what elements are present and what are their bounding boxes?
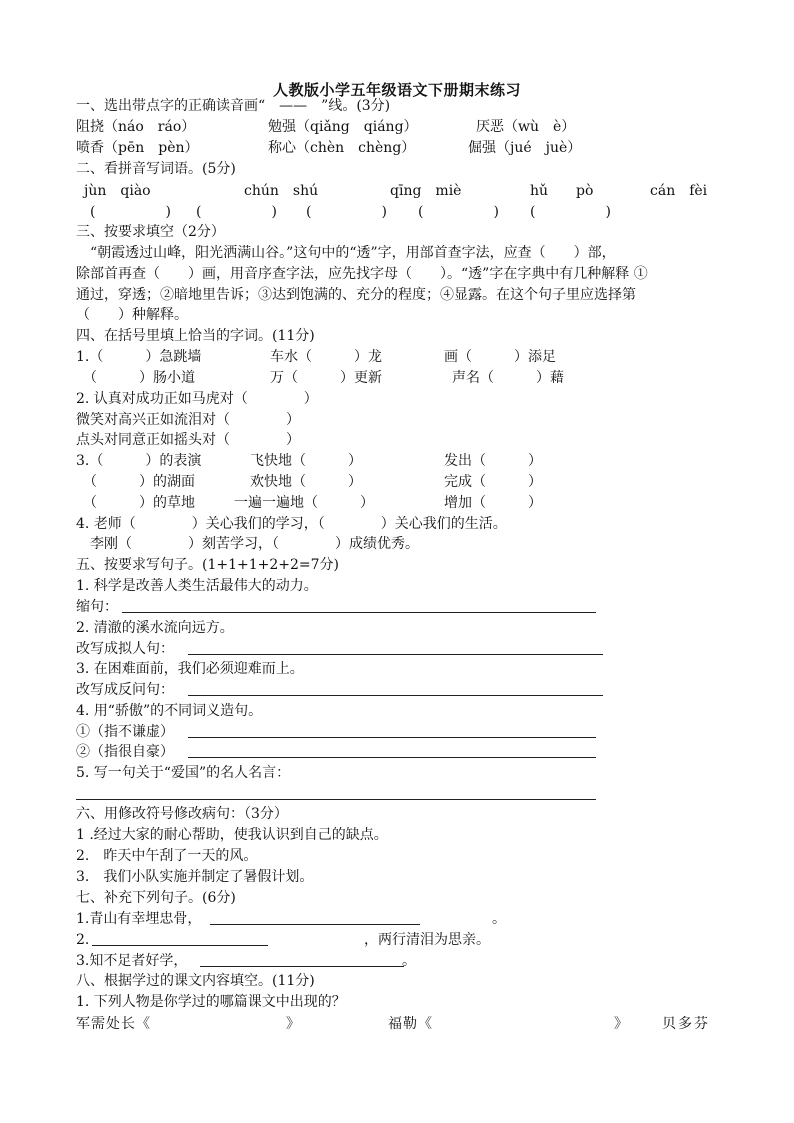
pinyin-word: jùn qiào	[84, 183, 151, 199]
idiom-item: 1.（ ）急跳墙	[76, 349, 202, 365]
pinyin-word: hǔ pò	[530, 183, 594, 199]
answer-bracket[interactable]: ( )	[418, 204, 499, 220]
poem-prompt: 3.知不足者好学，	[76, 953, 188, 969]
conjunction-line: 4. 老师（ ）关心我们的学习，（ ）关心我们的生活。	[76, 516, 507, 532]
poem-end: 。	[492, 911, 506, 927]
answer-line[interactable]	[188, 737, 596, 738]
question-text: 4. 用“骄傲”的不同词义造句。	[76, 703, 263, 719]
paragraph-line: 除部首再查（ ）画，用音序查字法，应先找字母（ ）。“透”字在字典中有几种解释 ①	[76, 266, 648, 282]
character-label: 军需处长《	[76, 1016, 151, 1032]
poem-end: 。	[402, 953, 416, 969]
idiom-item: （ ）肠小道	[76, 370, 195, 386]
question-text: 5. 写一句关于“爱国”的名人名言：	[76, 765, 291, 781]
pronunciation-item: 阻挠（náo ráo）	[76, 119, 196, 135]
question-text: 1. 科学是改善人类生活最伟大的动力。	[76, 578, 318, 594]
section-3-heading: 三、按要求填空（2分）	[76, 224, 225, 240]
answer-bracket[interactable]: ( )	[306, 204, 387, 220]
question-text: 1. 下列人物是你学过的哪篇课文中出现的？	[76, 994, 346, 1010]
phrase-item: 发出（ ）	[444, 453, 542, 469]
pronunciation-item: 倔强（jué juè）	[468, 140, 582, 156]
answer-label: 改写成反问句：	[76, 682, 174, 698]
answer-line[interactable]	[188, 757, 596, 758]
phrase-item: 一遍一遍地（ ）	[234, 495, 374, 511]
question-text: 3. 在困难面前，我们必须迎难而上。	[76, 661, 304, 677]
phrase-item: （ ）的草地	[76, 495, 195, 511]
section-8-heading: 八、根据学过的课文内容填空。(11分)	[76, 973, 315, 989]
poem-prompt: 1.青山有幸埋忠骨，	[76, 911, 202, 927]
question-text: 2. 清澈的溪水流向远方。	[76, 620, 234, 636]
section-5-heading: 五、按要求写句子。(1+1+1+2+2=7分)	[76, 557, 340, 573]
paragraph-line: （ ）种解释。	[76, 307, 188, 323]
sentence-item: 3. 我们小队实施并制定了暑假计划。	[76, 869, 314, 885]
answer-label: 缩句：	[76, 599, 118, 615]
answer-bracket[interactable]: ( )	[196, 204, 277, 220]
answer-label: 改写成拟人句：	[76, 641, 174, 657]
character-label: 》	[614, 1016, 628, 1032]
section-6-heading: 六、用修改符号修改病句：（3分）	[76, 806, 288, 822]
pronunciation-item: 厌恶（wù è）	[476, 119, 576, 135]
answer-line[interactable]	[188, 654, 603, 655]
sentence-item: 2. 昨天中午刮了一天的风。	[76, 848, 258, 864]
paragraph-line: 通过，穿透；②暗地里告诉；③达到饱满的、充分的程度；④显露。在这个句子里应选择第	[76, 287, 636, 303]
answer-bracket[interactable]: ( )	[530, 204, 611, 220]
character-label: 》	[286, 1016, 300, 1032]
poem-prompt: 2.	[76, 932, 90, 948]
idiom-item: 万（ ）更新	[270, 370, 382, 386]
character-label: 贝多芬	[662, 1016, 710, 1032]
conjunction-line: 李刚（ ）刻苦学习，（ ）成绩优秀。	[76, 536, 419, 552]
pronunciation-item: 勉强（qiǎng qiáng）	[268, 119, 418, 135]
phrase-item: 3.（ ）的表演	[76, 453, 202, 469]
answer-line[interactable]	[76, 799, 596, 800]
pronunciation-item: 喷香（pēn pèn）	[76, 140, 199, 156]
paragraph-line: “朝霞透过山峰，阳光洒满山谷。”这句中的“透”字，用部首查字法，应查（ ）部，	[76, 245, 616, 261]
analogy-line: 微笑对高兴正如流泪对（ ）	[76, 412, 300, 428]
answer-line[interactable]	[92, 945, 268, 946]
page-title: 人教版小学五年级语文下册期末练习	[272, 81, 521, 99]
phrase-item: 飞快地（ ）	[250, 453, 362, 469]
answer-bracket[interactable]: ( )	[90, 204, 171, 220]
poem-end: ，两行清泪为思亲。	[364, 932, 490, 948]
pinyin-word: cán fèi	[650, 183, 708, 199]
section-1-heading: 一、选出带点字的正确读音画“ —— ”线。(3分)	[76, 98, 391, 114]
pinyin-word: chún shú	[244, 183, 319, 199]
pinyin-word: qīng miè	[390, 183, 462, 199]
section-2-heading: 二、看拼音写词语。(5分)	[76, 161, 236, 177]
phrase-item: 完成（ ）	[444, 474, 542, 490]
character-label: 福勒《	[388, 1016, 433, 1032]
analogy-line: 2. 认真对成功正如马虎对（ ）	[76, 391, 318, 407]
phrase-item: （ ）的湖面	[76, 474, 195, 490]
idiom-item: 声名（ ）藉	[452, 370, 564, 386]
answer-line[interactable]	[188, 695, 603, 696]
answer-line[interactable]	[122, 612, 596, 613]
idiom-item: 车水（ ）龙	[270, 349, 382, 365]
sentence-item: 1 .经过大家的耐心帮助，使我认识到自己的缺点。	[76, 827, 388, 843]
answer-line[interactable]	[200, 966, 404, 967]
phrase-item: 增加（ ）	[444, 495, 542, 511]
idiom-item: 画（ ）添足	[444, 349, 556, 365]
pronunciation-item: 称心（chèn chèng）	[268, 140, 416, 156]
analogy-line: 点头对同意正如摇头对（ ）	[76, 432, 300, 448]
phrase-item: 欢快地（ ）	[250, 474, 362, 490]
section-4-heading: 四、在括号里填上恰当的字词。(11分)	[76, 328, 315, 344]
answer-label: ①（指不谦虚）	[76, 724, 174, 740]
answer-label: ②（指很自豪）	[76, 744, 174, 760]
section-7-heading: 七、补充下列句子。(6分)	[76, 890, 236, 906]
answer-line[interactable]	[210, 924, 420, 925]
